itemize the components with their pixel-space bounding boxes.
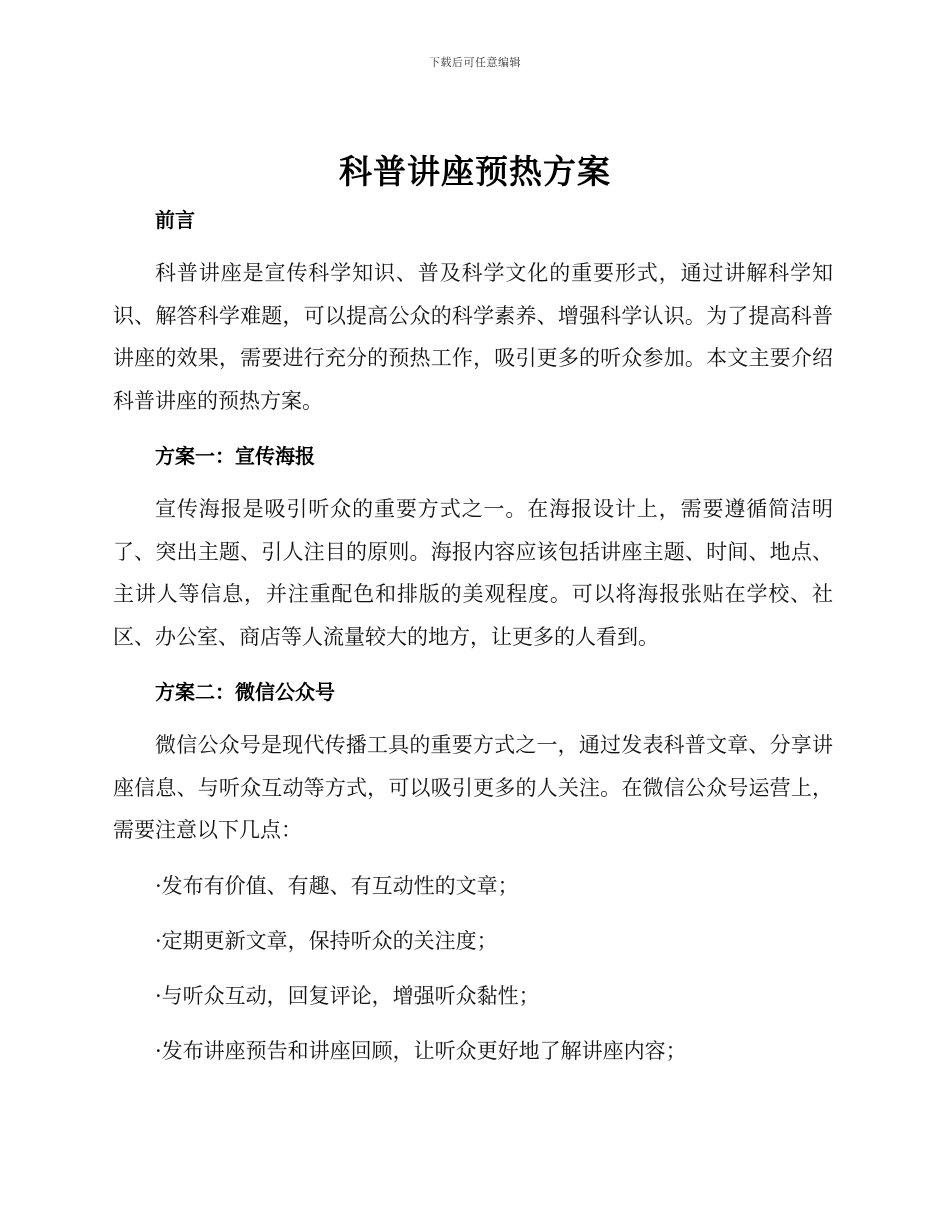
list-item: ·定期更新文章，保持听众的关注度； [155, 928, 498, 953]
section-heading-preface: 前言 [155, 208, 195, 232]
list-item: ·与听众互动，回复评论，增强听众黏性； [155, 983, 540, 1008]
section-paragraph-wechat: 微信公众号是现代传播工具的重要方式之一，通过发表科普文章、分享讲座信息、与听众互动等方式，可以吸引更多的人关注。在微信公众号运营上，需要注意以下几点： [113, 733, 833, 842]
list-item: ·发布有价值、有趣、有互动性的文章； [155, 873, 519, 898]
header-note: 下载后可任意编辑 [429, 56, 521, 69]
section-paragraph-preface: 科普讲座是宣传科学知识、普及科学文化的重要形式，通过讲解科学知识、解答科学难题，可以提高公众的科学素养、增强科学认识。为了提高科普讲座的效果，需要进行充分的预热工作，吸引更多的听众参加。本文主要介绍科普讲座的预热方案。 [113, 261, 833, 413]
section-heading-wechat: 方案二：微信公众号 [155, 680, 335, 704]
document-body [113, 200, 833, 1072]
document-title: 科普讲座预热方案 [339, 152, 611, 191]
list-item: ·发布讲座预告和讲座回顾，让听众更好地了解讲座内容； [155, 1038, 687, 1063]
section-paragraph-poster: 宣传海报是吸引听众的重要方式之一。在海报设计上，需要遵循简洁明了、突出主题、引人注目的原则。海报内容应该包括讲座主题、时间、地点、主讲人等信息，并注重配色和排版的美观程度。可以将海报张贴在学校、社区、办公室、商店等人流量较大的地方，让更多的人看到。 [113, 497, 833, 649]
section-heading-poster: 方案一：宣传海报 [155, 444, 315, 468]
